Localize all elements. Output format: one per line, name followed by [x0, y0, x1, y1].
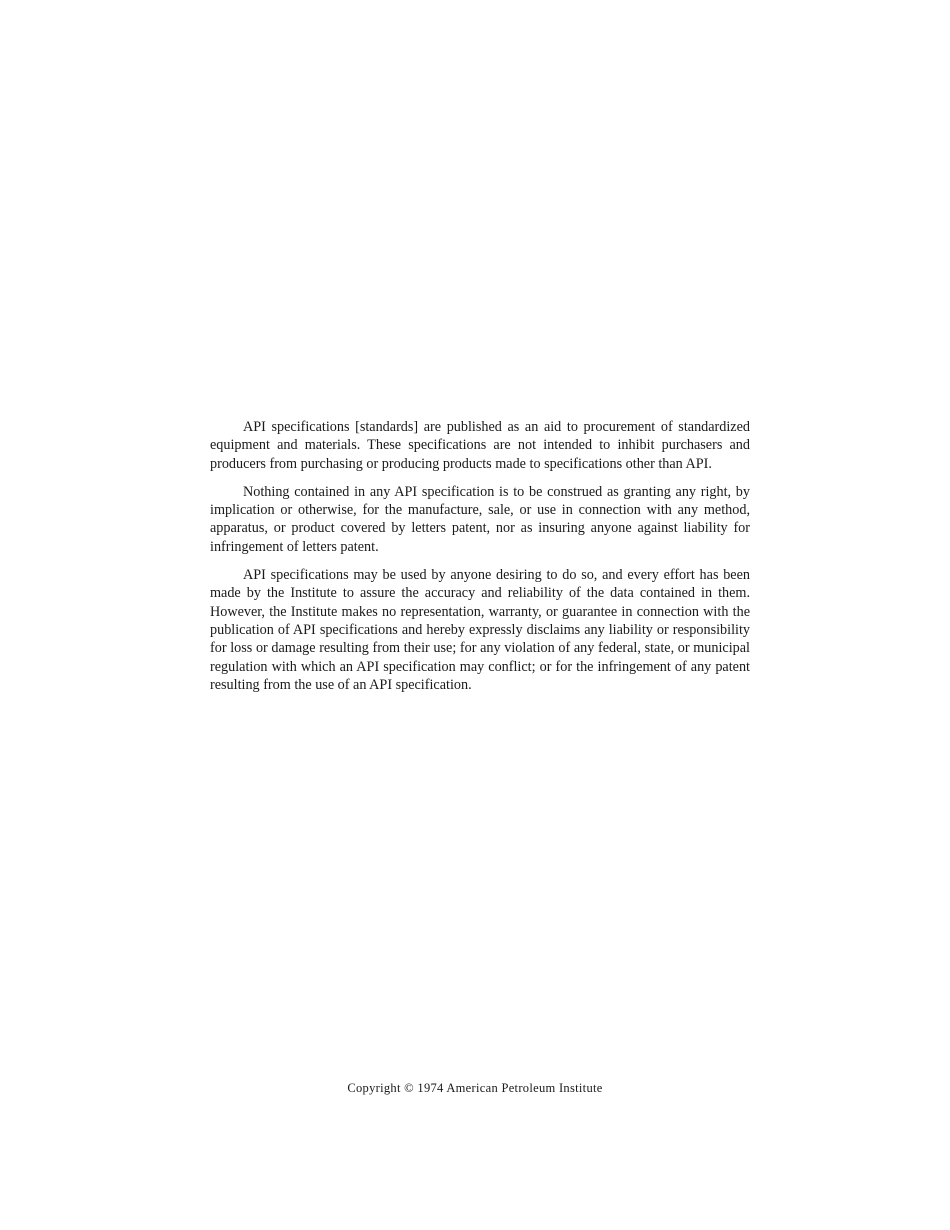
copyright-notice: Copyright © 1974 American Petroleum Institute: [347, 1081, 603, 1095]
paragraph-liability-disclaimer: API specifications may be used by anyone desiring to do so, and every effort has been made by the Institute to assure the accuracy and reliability of the data contained in them. However, the Institute makes no representation, warranty, or guarantee in connection with the publication of API specifications and hereby expressly disclaims any liability or responsibility for loss or damage resulting from their use; for any violation of any federal, state, or municipal regulation with which an API specification may conflict; or for the infringement of any patent resulting from the use of an API specification.: [210, 567, 750, 693]
paragraph-standards-purpose: API specifications [standards] are published as an aid to procurement of standardized equipment and materials. These specifications are not intended to inhibit purchasers and producers from purchasing or producing products made to specifications other than API.: [210, 419, 750, 472]
paragraph-patent-disclaimer: Nothing contained in any API specification is to be construed as granting any right, by implication or otherwise, for the manufacture, sale, or use in connection with any method, apparatus, or product covered by letters patent, nor as insuring anyone against liability for infringement of letters patent.: [210, 483, 750, 555]
disclaimer-text: [210, 418, 750, 704]
